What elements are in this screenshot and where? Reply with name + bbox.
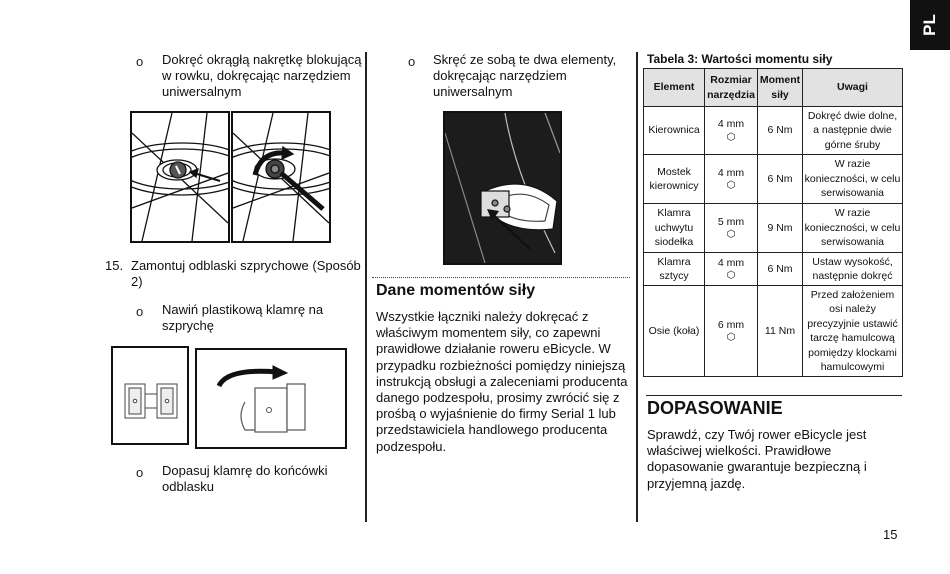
language-tab-label: PL [920,14,939,36]
bullet-marker: o [136,54,144,69]
section-title: Dane momentów siły [376,282,536,299]
lock-nut-figure-1 [130,111,230,243]
tool-cell: 5 mm ⬡ [705,204,758,253]
section-divider [372,277,630,278]
notes-cell: Przed założeniem osi należy precyzyjnie ustawić tarczę hamulcową pomiędzy klockami hamulcowymi [803,286,903,377]
notes-cell: W razie konieczności, w celu serwisowania [803,155,903,204]
reflector-assembly-figure [443,111,562,265]
instruction-bullet: Dokręć okrągłą nakrętkę blokującą w rowku, dokręcając narzędziem uniwersalnym [162,52,362,99]
element-cell: Klamra uchwytu siodełka [644,204,705,253]
element-cell: Klamra sztycy [644,253,705,286]
hex-key-icon: ⬡ [726,332,736,344]
column-header: Element [644,69,705,107]
table-row [644,253,903,286]
notes-cell: W razie konieczności, w celu serwisowania [803,204,903,253]
bullet-marker: o [136,304,144,319]
torque-paragraph: Wszystkie łączniki należy dokręcać z właściwym momentem siły, co zapewni prawidłowe działanie roweru eBicycle. W przypadku rozbieżności pomiędzy niniejszą instrukcją obsługi a zaleceniami producenta danego podzespołu, prosimy zwrócić się z prośbą o wyjaśnienie do firmy Serial 1 lub przedstawiciela handlowego producenta podzespołu. [376,309,628,454]
language-tab [910,0,950,50]
lock-nut-figure-2 [231,111,331,243]
section-rule [646,395,902,396]
tool-cell: 6 mm ⬡ [705,286,758,377]
column-divider-left [365,52,367,522]
column-header: Rozmiar narzędzia [705,69,758,107]
hex-key-icon: ⬡ [726,131,736,143]
element-cell: Kierownica [644,107,705,155]
fit-paragraph: Sprawdź, czy Twój rower eBicycle jest właściwej wielkości. Prawidłowe dopasowanie gwarantuje bezpieczną i przyjemną jazdę. [647,427,867,491]
spoke-clip-figure [111,346,189,445]
hex-key-icon: ⬡ [726,229,736,241]
torque-table [643,68,903,377]
torque-cell: 6 Nm [758,155,803,204]
step-text: Zamontuj odblaski szprychowe (Sposób 2) [131,258,361,289]
torque-cell: 11 Nm [758,286,803,377]
step-number: 15. [105,258,124,273]
torque-cell: 6 Nm [758,253,803,286]
tool-cell: 4 mm ⬡ [705,107,758,155]
wrap-clip-figure [195,348,347,449]
column-header: Moment siły [758,69,803,107]
tool-cell: 4 mm ⬡ [705,155,758,204]
table-row [644,286,903,377]
notes-cell: Ustaw wysokość, następnie dokręć [803,253,903,286]
section-title: DOPASOWANIE [647,398,783,418]
table-caption: Tabela 3: Wartości momentu siły [647,52,833,66]
table-header-row [644,69,903,107]
tool-cell: 4 mm ⬡ [705,253,758,286]
bullet-marker: o [408,54,416,69]
torque-cell: 9 Nm [758,204,803,253]
notes-cell: Dokręć dwie dolne, a następnie dwie górne śruby [803,107,903,155]
page-number: 15 [883,527,898,542]
table-row [644,204,903,253]
column-divider-right [636,52,638,522]
table-row [644,155,903,204]
instruction-bullet: Nawiń plastikową klamrę na szprychę [162,302,324,333]
element-cell: Mostek kierownicy [644,155,705,204]
torque-cell: 6 Nm [758,107,803,155]
instruction-bullet: Dopasuj klamrę do końcówki odblasku [162,463,328,494]
column-header: Uwagi [803,69,903,107]
instruction-bullet: Skręć ze sobą te dwa elementy, dokręcając narzędziem uniwersalnym [433,52,617,99]
bullet-marker: o [136,465,144,480]
table-row [644,107,903,155]
hex-key-icon: ⬡ [726,270,736,282]
hex-key-icon: ⬡ [726,180,736,192]
element-cell: Osie (koła) [644,286,705,377]
